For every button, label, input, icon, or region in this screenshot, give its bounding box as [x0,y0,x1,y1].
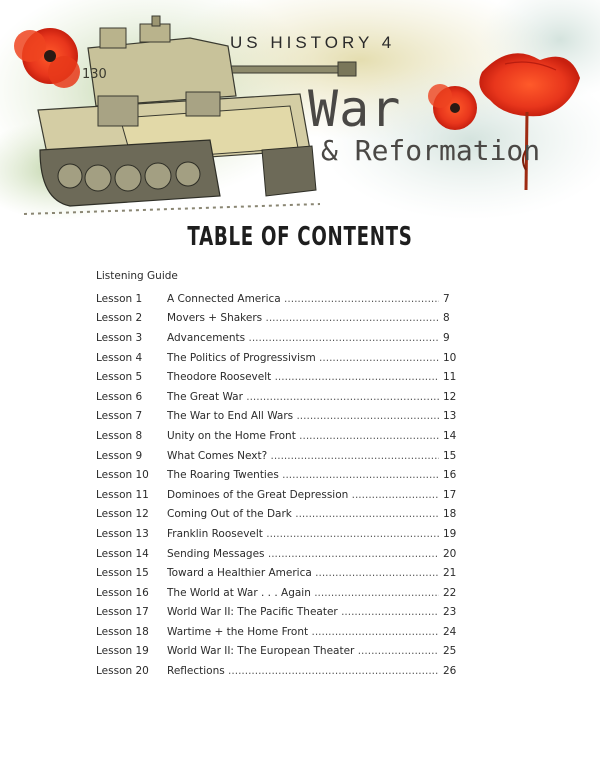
toc-row[interactable] [96,642,466,662]
toc-row[interactable] [96,505,466,525]
lesson-title: The Politics of Progressivism ..... [167,352,439,364]
lesson-title: Coming Out of the Dark ..... [167,508,439,520]
toc-row[interactable] [96,446,466,466]
page-number: 23 [443,606,457,619]
lesson-number: Lesson 6 [96,390,143,403]
toc-row[interactable] [96,289,466,309]
lesson-number: Lesson 3 [96,331,143,344]
book-title-reformation: & Reformation [321,134,541,167]
toc-row[interactable] [96,603,466,623]
page-number: 10 [443,351,457,364]
lesson-number: Lesson 9 [96,449,143,462]
table-of-contents [96,289,466,681]
lesson-number: Lesson 4 [96,351,143,364]
lesson-title: The Great War ..... [167,391,439,403]
lesson-number: Lesson 5 [96,371,143,384]
toc-row[interactable] [96,348,466,368]
lesson-number: Lesson 19 [96,645,149,658]
toc-row[interactable] [96,426,466,446]
toc-row[interactable] [96,328,466,348]
page-number: 7 [443,292,450,305]
lesson-number: Lesson 18 [96,625,149,638]
lesson-number: Lesson 15 [96,567,149,580]
lesson-title: Advancements ..... [167,332,439,344]
lesson-title: Sending Messages ..... [167,548,439,560]
page-number: 11 [443,371,457,384]
page-number: 14 [443,429,457,442]
toc-row[interactable] [96,661,466,681]
toc-row[interactable] [96,387,466,407]
lesson-title: The World at War . . . Again ..... [167,587,439,599]
page-number: 18 [443,508,457,521]
cover-header [0,0,600,225]
book-title-war: War [308,80,402,138]
toc-row[interactable] [96,583,466,603]
listening-guide-link[interactable]: Listening Guide [96,270,178,282]
series-title: US HISTORY 4 [230,33,396,52]
toc-row[interactable] [96,563,466,583]
lesson-title: The War to End All Wars ..... [167,410,439,422]
page-number: 24 [443,625,457,638]
page-number: 25 [443,645,457,658]
lesson-title: The Roaring Twenties ..... [167,469,439,481]
lesson-number: Lesson 17 [96,606,149,619]
page-number: 17 [443,488,457,501]
lesson-number: Lesson 13 [96,527,149,540]
page-number: 16 [443,469,457,482]
page-number: 13 [443,410,457,423]
toc-row[interactable] [96,485,466,505]
lesson-number: Lesson 1 [96,292,143,305]
lesson-number: Lesson 12 [96,508,149,521]
lesson-title: Theodore Roosevelt ..... [167,371,439,383]
toc-row[interactable] [96,524,466,544]
page-number: 26 [443,665,457,678]
lesson-title: World War II: The European Theater ..... [167,645,439,657]
page-number: 9 [443,331,450,344]
lesson-title: Dominoes of the Great Depression ..... [167,489,439,501]
svg-text:130: 130 [82,67,107,82]
page-number: 8 [443,312,450,325]
toc-row[interactable] [96,622,466,642]
lesson-number: Lesson 14 [96,547,149,560]
lesson-title: World War II: The Pacific Theater ..... [167,606,439,618]
lesson-number: Lesson 2 [96,312,143,325]
toc-row[interactable] [96,465,466,485]
lesson-number: Lesson 10 [96,469,149,482]
toc-row[interactable] [96,367,466,387]
lesson-title: A Connected America ..... [167,293,439,305]
lesson-number: Lesson 11 [96,488,149,501]
toc-row[interactable] [96,309,466,329]
page-number: 21 [443,567,457,580]
lesson-number: Lesson 20 [96,665,149,678]
lesson-title: Franklin Roosevelt ..... [167,528,439,540]
page-number: 20 [443,547,457,560]
lesson-title: Reflections ..... [167,665,439,677]
page-number: 22 [443,586,457,599]
lesson-title: Wartime + the Home Front ..... [167,626,439,638]
lesson-number: Lesson 16 [96,586,149,599]
lesson-number: Lesson 8 [96,429,143,442]
lesson-title: Unity on the Home Front ..... [167,430,439,442]
toc-row[interactable] [96,407,466,427]
page-number: 19 [443,527,457,540]
lesson-title: Movers + Shakers ..... [167,312,439,324]
page-title: TABLE OF CONTENTS [187,222,413,252]
toc-row[interactable] [96,544,466,564]
lesson-title: What Comes Next? ..... [167,450,439,462]
lesson-title: Toward a Healthier America ..... [167,567,439,579]
page-number: 15 [443,449,457,462]
page-number: 12 [443,390,457,403]
lesson-number: Lesson 7 [96,410,143,423]
